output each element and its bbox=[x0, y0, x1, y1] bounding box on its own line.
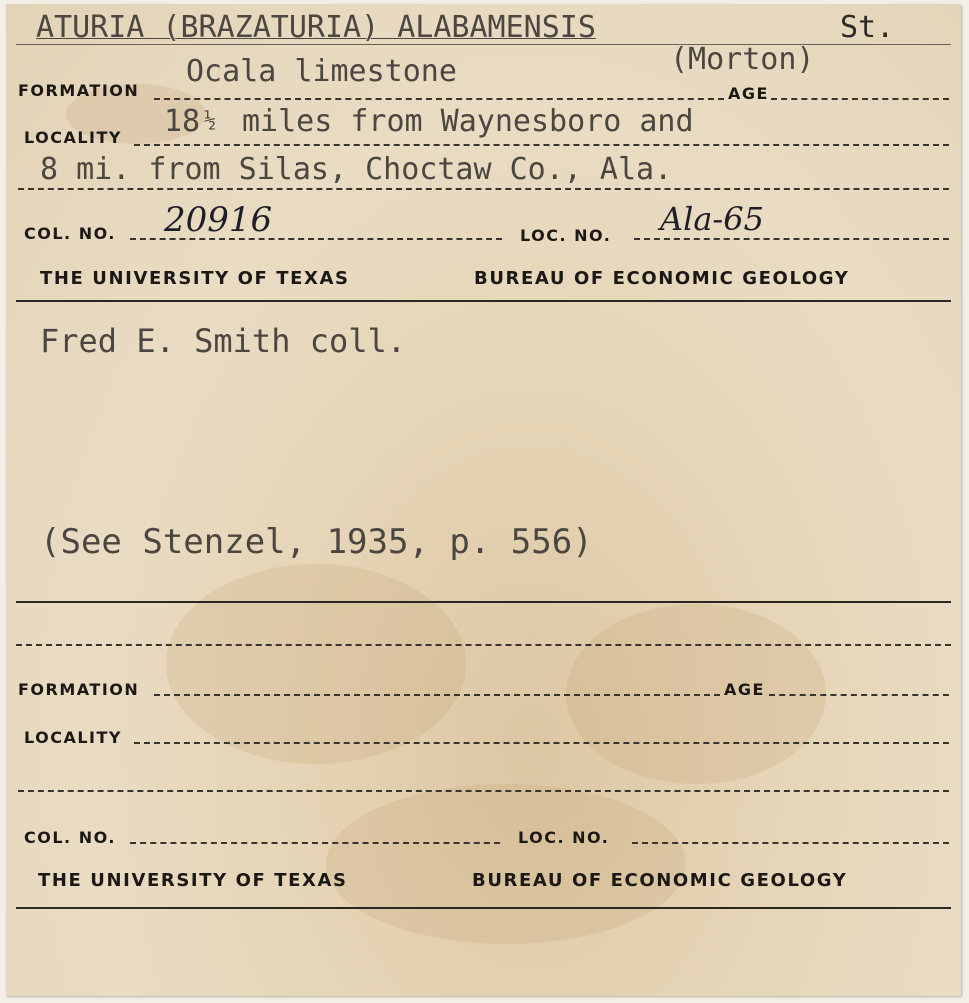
col-no-line bbox=[130, 238, 502, 240]
lower-locality-label: LOCALITY bbox=[24, 728, 122, 747]
lower-age-line bbox=[769, 694, 949, 696]
col-no-value: 20916 bbox=[164, 200, 273, 240]
locality-line1-number: 18 bbox=[164, 104, 201, 139]
lower-loc-no-label: LOC. NO. bbox=[518, 828, 610, 847]
lower-age-label: AGE bbox=[724, 680, 765, 699]
lower-blank-line bbox=[16, 644, 951, 646]
col-no-label: COL. NO. bbox=[24, 224, 116, 243]
lower-locality-line-2 bbox=[18, 790, 949, 792]
age-line bbox=[771, 98, 949, 100]
lower-bottom-rule bbox=[16, 907, 951, 909]
locality-line1: miles from Waynesboro and bbox=[242, 104, 694, 139]
locality-line-2 bbox=[18, 188, 949, 190]
lower-formation-label: FORMATION bbox=[18, 680, 140, 699]
locality-line-1 bbox=[134, 144, 949, 146]
bureau-name: BUREAU OF ECONOMIC GEOLOGY bbox=[474, 268, 850, 289]
lower-col-no-label: COL. NO. bbox=[24, 828, 116, 847]
specimen-label-card bbox=[6, 4, 961, 996]
locality-line1-fraction: ½ bbox=[204, 108, 217, 132]
species-suffix: St. bbox=[840, 10, 895, 45]
lower-col-no-line bbox=[130, 842, 500, 844]
species-author: (Morton) bbox=[670, 42, 815, 77]
lower-loc-no-line bbox=[632, 842, 949, 844]
formation-label: FORMATION bbox=[18, 81, 140, 100]
species-name: ATURIA (BRAZATURIA) ALABAMENSIS bbox=[36, 10, 596, 45]
university-name: THE UNIVERSITY OF TEXAS bbox=[40, 268, 350, 289]
formation-value: Ocala limestone bbox=[186, 54, 457, 89]
loc-no-line bbox=[634, 238, 949, 240]
locality-line2: 8 mi. from Silas, Choctaw Co., Ala. bbox=[40, 152, 673, 187]
upper-bottom-rule bbox=[16, 300, 951, 302]
loc-no-label: LOC. NO. bbox=[520, 226, 612, 245]
paper-stain bbox=[326, 784, 686, 944]
reference-note: (See Stenzel, 1935, p. 556) bbox=[40, 522, 593, 562]
lower-bureau-name: BUREAU OF ECONOMIC GEOLOGY bbox=[472, 870, 848, 891]
collector-note: Fred E. Smith coll. bbox=[40, 322, 407, 360]
lower-top-rule bbox=[16, 601, 951, 603]
locality-label: LOCALITY bbox=[24, 128, 122, 147]
lower-formation-line bbox=[154, 694, 720, 696]
age-label: AGE bbox=[728, 84, 769, 103]
lower-locality-line-1 bbox=[134, 742, 949, 744]
paper-stain bbox=[166, 564, 466, 764]
formation-line bbox=[154, 98, 724, 100]
lower-university-name: THE UNIVERSITY OF TEXAS bbox=[38, 870, 348, 891]
loc-no-value: Ala-65 bbox=[660, 200, 764, 238]
